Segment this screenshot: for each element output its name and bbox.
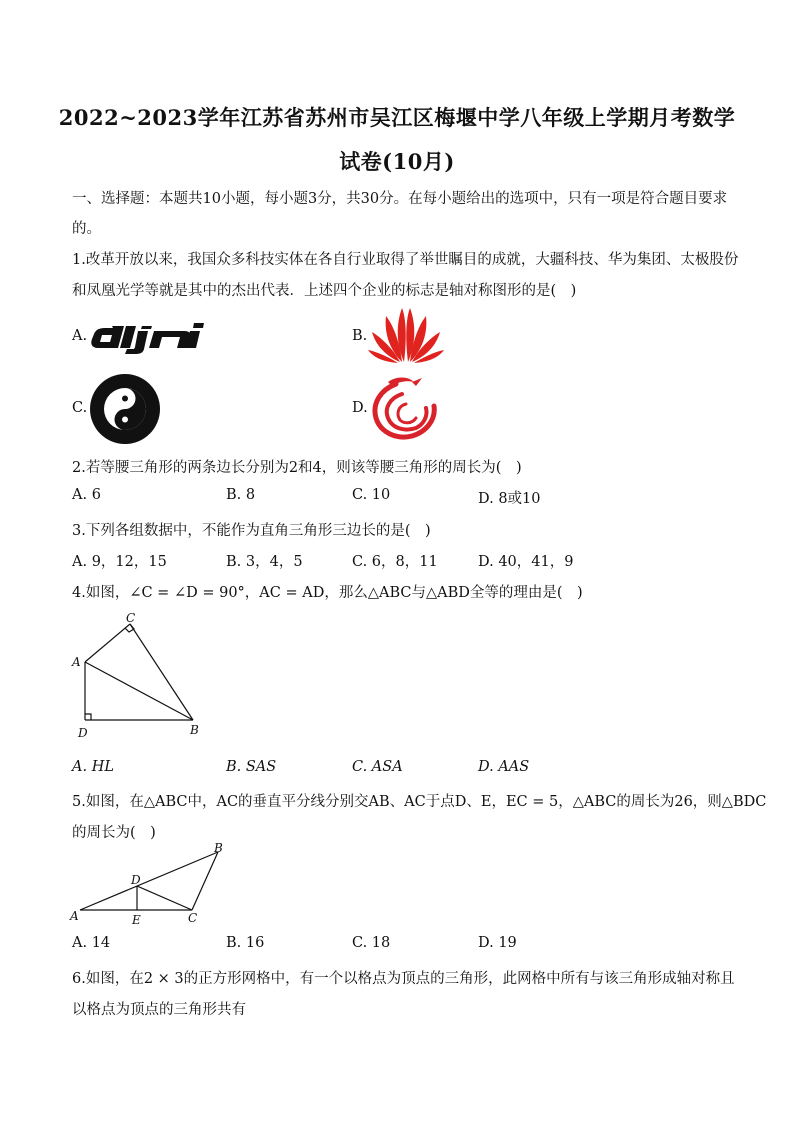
taiji-logo — [89, 373, 161, 445]
segment-ab — [80, 852, 218, 910]
label-a: A — [72, 655, 81, 669]
huawei-logo — [366, 304, 446, 364]
q5-option-a: A. 14 — [72, 935, 111, 951]
q2-option-a: A. 6 — [72, 487, 101, 503]
q3-option-a: A. 9，12，15 — [72, 554, 167, 570]
q6-text-line-1: 6.如图，在2 × 3的正方形网格中，有一个以格点为顶点的三角形，此网格中所有与该三角形成轴对称且 — [72, 971, 735, 987]
q1-option-d-label: D. — [352, 400, 368, 416]
q1-option-a-label: A. — [72, 328, 88, 344]
label-e: E — [132, 913, 141, 927]
q5-option-d: D. 19 — [478, 935, 517, 951]
right-angle-d — [85, 714, 91, 720]
q3-option-d: D. 40，41，9 — [478, 554, 574, 570]
q1-text-line-1: 1.改革开放以来，我国众多科技实体在各自行业取得了举世瞩目的成就，大疆科技、华为集团、太极股份 — [72, 252, 739, 268]
phoenix-logo — [366, 374, 442, 444]
label-c: C — [188, 911, 198, 925]
segment-dc — [137, 886, 192, 910]
q3-option-c: C. 6，8，11 — [352, 554, 438, 570]
q4-triangle-figure — [66, 610, 216, 745]
q5-text-line-2: 的周长为( ) — [72, 825, 156, 841]
q3-option-b: B. 3，4，5 — [226, 554, 303, 570]
q2-text: 2.若等腰三角形的两条边长分别为2和4，则该等腰三角形的周长为( ) — [72, 460, 522, 476]
exam-title-line-1: 2022~2023学年江苏省苏州市吴江区梅堰中学八年级上学期月考数学 — [58, 105, 736, 130]
label-d: D — [78, 726, 88, 740]
segment-ac — [85, 624, 130, 662]
section-instruction-line-2: 的。 — [72, 221, 101, 237]
exam-title-line-2: 试卷(10月) — [339, 149, 455, 174]
q4-option-a: A. HL — [72, 759, 114, 775]
q4-option-c: C. ASA — [352, 759, 403, 775]
segment-cb — [130, 624, 193, 720]
q2-option-b: B. 8 — [226, 487, 256, 503]
q1-option-c-label: C. — [72, 400, 88, 416]
q1-option-b-label: B. — [352, 328, 368, 344]
q2-option-d: D. 8或10 — [478, 491, 541, 507]
q6-text-line-2: 以格点为顶点的三角形共有 — [72, 1002, 246, 1018]
segment-ab — [85, 662, 193, 720]
q5-option-c: C. 18 — [352, 935, 391, 951]
section-instruction-line-1: 一、选择题：本题共10小题，每小题3分，共30分。在每小题给出的选项中，只有一项是符合题目要求 — [72, 191, 728, 207]
dji-logo — [90, 318, 206, 354]
label-c: C — [126, 611, 136, 625]
label-b: B — [214, 841, 223, 855]
q2-option-c: C. 10 — [352, 487, 391, 503]
q1-text-line-2: 和凤凰光学等就是其中的杰出代表．上述四个企业的标志是轴对称图形的是( ) — [72, 283, 577, 299]
label-d: D — [131, 873, 141, 887]
q3-text: 3.下列各组数据中，不能作为直角三角形三边长的是( ) — [72, 523, 431, 539]
q5-text-line-1: 5.如图，在△ABC中，AC的垂直平分线分别交AB、AC于点D、E，EC = 5，△ABC的周长为26，则△BDC — [72, 794, 767, 810]
q4-option-b: B. SAS — [226, 759, 277, 775]
label-a: A — [70, 909, 79, 923]
q4-option-d: D. AAS — [478, 759, 530, 775]
q4-text: 4.如图，∠C = ∠D = 90°，AC = AD，那么△ABC与△ABD全等的理由是( ) — [72, 585, 583, 601]
q5-option-b: B. 16 — [226, 935, 265, 951]
q5-triangle-figure — [66, 840, 236, 930]
label-b: B — [190, 723, 199, 737]
